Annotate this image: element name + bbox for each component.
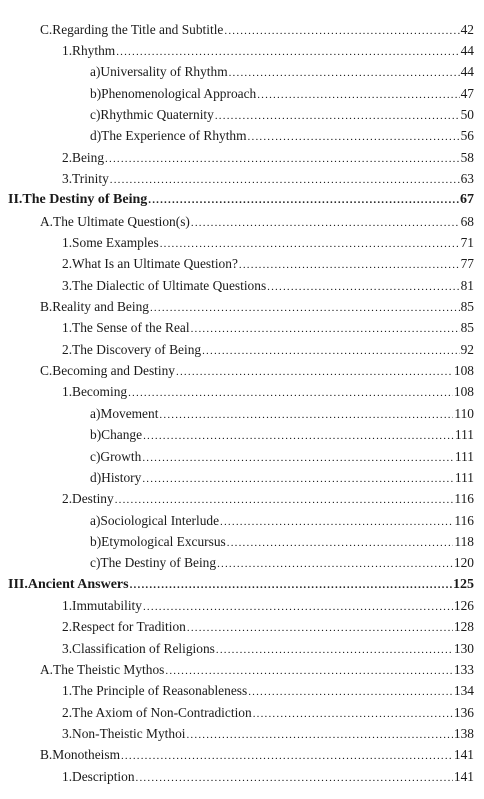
- toc-entry-title: Becoming: [72, 384, 128, 400]
- toc-entry-title: Universality of Rhythm: [100, 64, 228, 80]
- toc-entry-page: 141: [453, 768, 474, 784]
- toc-entry: [62, 278, 474, 295]
- dot-leader: [191, 321, 460, 337]
- toc-entry-number: b): [90, 427, 102, 443]
- toc-entry-number: a): [90, 405, 101, 421]
- toc-entry-page: 136: [453, 704, 474, 720]
- toc-entry-title: Monotheism: [52, 747, 120, 763]
- toc-entry-number: 1.: [62, 320, 73, 336]
- toc-entry: [90, 107, 474, 124]
- toc-entry-page: 71: [460, 235, 474, 250]
- toc-entry: [40, 662, 474, 679]
- dot-leader: [115, 492, 454, 508]
- dot-leader: [229, 65, 460, 81]
- toc-entry-title: Rhythm: [72, 42, 116, 58]
- toc-entry-number: 3.: [62, 640, 73, 656]
- toc-entry-number: 2.: [62, 704, 73, 720]
- dot-leader: [142, 471, 454, 487]
- toc-entry-number: 3.: [62, 277, 73, 293]
- toc-entry-page: 68: [460, 213, 474, 229]
- toc-entry-title: Trinity: [72, 170, 109, 186]
- toc-entry: [62, 598, 474, 615]
- dot-leader: [142, 450, 454, 466]
- toc-entry-title: What Is an Ultimate Question?: [72, 256, 238, 272]
- toc-entry-page: 108: [453, 363, 474, 379]
- toc-entry-page: 111: [454, 427, 474, 443]
- toc-entry-title: The Theistic Mythos: [53, 662, 165, 677]
- toc-entry-page: 77: [460, 256, 474, 272]
- dot-leader: [217, 556, 453, 572]
- toc-entry-title: Non-Theistic Mythoi: [72, 726, 186, 742]
- toc-entry: [8, 192, 474, 208]
- toc-entry-number: III.: [8, 576, 28, 592]
- dot-leader: [202, 343, 460, 359]
- toc-entry: [40, 22, 474, 39]
- toc-entry: [62, 235, 474, 252]
- toc-entry: [90, 128, 474, 145]
- dot-leader: [160, 236, 460, 252]
- toc-entry-title: The Ultimate Question(s): [53, 213, 190, 229]
- toc-entry-page: 126: [453, 597, 474, 613]
- dot-leader: [165, 663, 453, 679]
- toc-entry-number: a): [90, 64, 101, 80]
- toc-entry: [62, 384, 474, 401]
- toc-entry-page: 130: [453, 640, 474, 656]
- dot-leader: [143, 599, 453, 615]
- toc-entry-title: The Destiny of Being: [100, 555, 217, 571]
- toc-entry-title: Regarding the Title and Subtitle: [52, 21, 224, 37]
- toc-entry-page: 56: [460, 128, 474, 144]
- dot-leader: [187, 620, 453, 636]
- toc-entry-title: Rhythmic Quaternity: [100, 106, 214, 122]
- toc-entry-page: 134: [453, 683, 474, 699]
- toc-entry-number: A.: [40, 213, 54, 229]
- toc-entry-page: 81: [460, 277, 474, 293]
- dot-leader: [110, 172, 460, 188]
- dot-leader: [227, 535, 454, 551]
- toc-entry-number: A.: [40, 662, 54, 677]
- toc-entry-number: B.: [40, 299, 53, 315]
- toc-entry-page: 108: [453, 384, 474, 400]
- toc-entry-page: 110: [454, 405, 474, 421]
- dot-leader: [215, 108, 460, 124]
- toc-entry: [62, 171, 474, 188]
- toc-entry-page: 138: [453, 726, 474, 742]
- toc-entry: [90, 470, 474, 487]
- toc-entry-number: C.: [40, 363, 53, 379]
- toc-entry: [90, 64, 474, 81]
- toc-entry-page: 44: [460, 64, 474, 80]
- toc-entry-title: Classification of Religions: [72, 640, 215, 656]
- toc-entry-page: 118: [454, 533, 474, 549]
- toc-entry: [40, 299, 474, 316]
- toc-entry-page: 50: [460, 106, 474, 122]
- toc-entry-page: 58: [460, 149, 474, 165]
- toc-entry-title: Phenomenological Approach: [101, 85, 257, 101]
- toc-entry-page: 116: [454, 491, 474, 507]
- toc-entry-page: 67: [460, 192, 474, 208]
- toc-entry-title: Description: [72, 768, 135, 784]
- dot-leader: [143, 428, 454, 444]
- dot-leader: [216, 642, 453, 658]
- toc-entry-number: C.: [40, 21, 53, 37]
- toc-entry-number: 3.: [62, 170, 73, 186]
- toc-entry: [90, 427, 474, 444]
- toc-entry: [90, 513, 474, 530]
- toc-entry-title: Change: [101, 427, 143, 443]
- toc-entry: [8, 577, 474, 593]
- toc-entry: [62, 320, 474, 337]
- toc-entry-title: Sociological Interlude: [100, 512, 220, 528]
- toc-entry-page: 111: [454, 448, 474, 464]
- toc-entry-page: 92: [460, 341, 474, 357]
- toc-entry-page: 47: [460, 85, 474, 101]
- toc-entry-number: 1.: [62, 42, 73, 58]
- toc-entry-number: c): [90, 448, 101, 464]
- toc-entry-title: The Discovery of Being: [72, 341, 202, 357]
- dot-leader: [116, 44, 459, 60]
- toc-entry-page: 85: [460, 320, 474, 336]
- toc-entry: [40, 747, 474, 764]
- toc-entry-title: Growth: [100, 448, 142, 464]
- toc-entry-number: 2.: [62, 341, 73, 357]
- dot-leader: [176, 364, 453, 380]
- toc-entry-title: Being: [72, 149, 105, 165]
- toc-entry-number: 2.: [62, 256, 73, 272]
- dot-leader: [136, 770, 453, 786]
- toc-entry-page: 42: [460, 21, 474, 37]
- toc-entry-title: The Axiom of Non-Contradiction: [72, 704, 252, 720]
- toc-entry-number: 2.: [62, 619, 73, 635]
- toc-entry: [62, 769, 474, 786]
- toc-entry-number: a): [90, 512, 101, 528]
- dot-leader: [148, 192, 459, 208]
- toc-entry-title: Immutability: [72, 597, 142, 613]
- toc-entry-number: d): [90, 469, 102, 485]
- toc-entry: [62, 641, 474, 658]
- dot-leader: [267, 279, 459, 295]
- toc-entry-number: 1.: [62, 768, 73, 784]
- toc-entry-number: 1.: [62, 683, 73, 699]
- toc-entry-title: Movement: [100, 405, 159, 421]
- toc-entry-number: 1.: [62, 597, 73, 613]
- dot-leader: [105, 151, 460, 167]
- toc-entry-number: 1.: [62, 384, 73, 400]
- toc-entry-page: 63: [460, 170, 474, 186]
- toc-entry-number: 1.: [62, 235, 73, 250]
- toc-entry: [90, 534, 474, 551]
- toc-entry: [62, 256, 474, 273]
- toc-entry-title: Some Examples: [72, 235, 159, 250]
- dot-leader: [248, 129, 460, 145]
- toc-entry-number: B.: [40, 747, 53, 763]
- toc-entry-number: c): [90, 106, 101, 122]
- dot-leader: [191, 215, 460, 231]
- toc-entry-title: The Sense of the Real: [72, 320, 190, 336]
- dot-leader: [186, 727, 452, 743]
- toc-entry-number: 2.: [62, 491, 73, 507]
- toc-entry: [90, 406, 474, 423]
- dot-leader: [150, 300, 460, 316]
- toc-entry: [62, 683, 474, 700]
- toc-entry-title: Respect for Tradition: [72, 619, 186, 635]
- toc-entry: [90, 449, 474, 466]
- dot-leader: [130, 577, 452, 593]
- toc-entry-title: Destiny: [72, 491, 114, 507]
- dot-leader: [220, 514, 453, 530]
- toc-entry: [62, 726, 474, 743]
- toc-entry-page: 44: [460, 42, 474, 58]
- toc-entry: [90, 555, 474, 572]
- toc-entry-number: b): [90, 85, 102, 101]
- toc-entry-number: d): [90, 128, 102, 144]
- dot-leader: [159, 407, 453, 423]
- toc-entry-title: Reality and Being: [52, 299, 149, 315]
- toc-entry-title: History: [101, 469, 142, 485]
- dot-leader: [257, 87, 459, 103]
- toc-entry: [62, 43, 474, 60]
- toc-entry-title: Etymological Excursus: [101, 533, 226, 549]
- toc-entry: [62, 705, 474, 722]
- toc-entry-title: Ancient Answers: [27, 576, 129, 592]
- toc-entry-page: 111: [454, 469, 474, 485]
- dot-leader: [121, 748, 453, 764]
- toc-entry: [62, 342, 474, 359]
- toc-entry-page: 128: [453, 619, 474, 635]
- toc-entry-title: Becoming and Destiny: [52, 363, 176, 379]
- toc-entry: [90, 86, 474, 103]
- toc-entry-number: b): [90, 533, 102, 549]
- dot-leader: [253, 706, 453, 722]
- toc-entry-page: 120: [453, 555, 474, 571]
- dot-leader: [248, 684, 453, 700]
- toc-entry-number: II.: [8, 192, 23, 208]
- toc-entry-title: The Destiny of Being: [22, 192, 148, 208]
- toc-entry-title: The Principle of Reasonableness: [72, 683, 248, 699]
- toc-entry: [62, 619, 474, 636]
- toc-entry-page: 133: [453, 662, 474, 677]
- toc-entry-page: 85: [460, 299, 474, 315]
- dot-leader: [128, 385, 453, 401]
- dot-leader: [239, 257, 460, 273]
- toc-entry-page: 141: [453, 747, 474, 763]
- toc-entry: [40, 214, 474, 231]
- toc-entry-page: 116: [454, 512, 474, 528]
- toc-entry-number: 2.: [62, 149, 73, 165]
- toc-entry-number: 3.: [62, 726, 73, 742]
- toc-entry: [62, 491, 474, 508]
- toc-entry-title: The Dialectic of Ultimate Questions: [72, 277, 267, 293]
- toc-entry: [62, 150, 474, 167]
- dot-leader: [224, 23, 459, 39]
- toc-entry-page: 125: [453, 576, 474, 592]
- toc-entry-number: c): [90, 555, 101, 571]
- toc-entry: [40, 363, 474, 380]
- toc-entry-title: The Experience of Rhythm: [101, 128, 247, 144]
